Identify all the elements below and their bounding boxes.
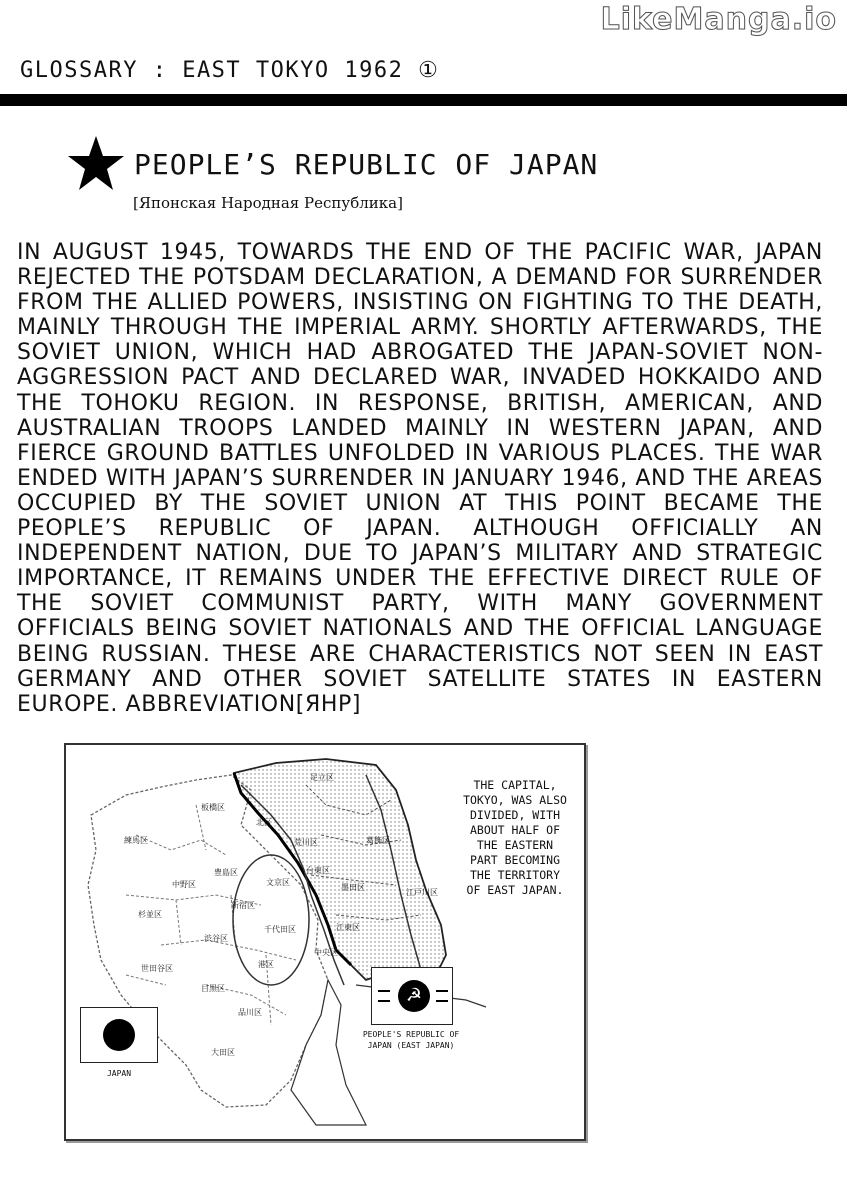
star-icon: [66, 134, 126, 194]
ward-label: 文京区: [266, 878, 290, 887]
map-caption: THE CAPITAL, TOKYO, WAS ALSO DIVIDED, WITH ABOUT HALF OF THE EASTERN PART BECOMING THE TERRITORY OF EAST JAPAN.: [463, 778, 567, 897]
japan-flag: [80, 1007, 158, 1063]
ward-label: 板橋区: [201, 803, 225, 812]
ward-label: 豊島区: [214, 868, 238, 877]
header-rule: [0, 94, 847, 106]
stripes-left-icon: [378, 990, 390, 1002]
ward-label: 世田谷区: [141, 964, 173, 973]
east-japan-flag-label: PEOPLE'S REPUBLIC OF JAPAN (EAST JAPAN): [362, 1030, 460, 1050]
ward-label: 足立区: [310, 773, 334, 782]
ward-label: 練馬区: [124, 836, 148, 845]
ward-label: 墨田区: [341, 883, 365, 892]
glossary-title: GLOSSARY : EAST TOKYO 1962 ①: [20, 58, 440, 83]
ward-label: 北区: [256, 818, 272, 827]
east-japan-flag: [371, 967, 453, 1025]
ward-label: 新宿区: [231, 901, 255, 910]
ward-label: 千代田区: [264, 925, 296, 934]
stripes-right-icon: [436, 990, 448, 1002]
ward-label: 台東区: [306, 866, 330, 875]
ward-label: 港区: [258, 960, 274, 969]
ward-label: 大田区: [211, 1048, 235, 1057]
ward-label: 目黒区: [201, 984, 225, 993]
japan-flag-label: JAPAN: [106, 1069, 132, 1078]
russian-subheading: [Японская Народная Республика]: [133, 194, 403, 212]
section-heading: PEOPLE’S REPUBLIC OF JAPAN: [134, 148, 599, 181]
ward-label: 中央区: [314, 948, 338, 957]
hammer-sickle-icon: ☭: [398, 980, 430, 1012]
ward-label: 品川区: [238, 1008, 262, 1017]
body-paragraph: IN AUGUST 1945, TOWARDS THE END OF THE PACIFIC WAR, JAPAN REJECTED THE POTSDAM DECLARATION, A DEMAND FOR SURRENDER FROM THE ALLIED POWERS, INSISTING ON FIGHTING TO THE DEATH, MAINLY THROUGH THE IMPERIAL ARMY. SHORTLY AFTERWARDS, THE SOVIET UNION, WHICH HAD ABROGATED THE JAPAN-SOVIET NON-AGGRESSION PACT AND DECLARED WAR, INVADED HOKKAIDO AND THE TOHOKU REGION. IN RESPONSE, BRITISH, AMERICAN, AND AUSTRALIAN TROOPS LANDED MAINLY IN WESTERN JAPAN, AND FIERCE GROUND BATTLES UNFOLDED IN VARIOUS PLACES. THE WAR ENDED WITH JAPAN’S SURRENDER IN JANUARY 1946, AND THE AREAS OCCUPIED BY THE SOVIET UNION AT THIS POINT BECAME THE PEOPLE’S REPUBLIC OF JAPAN. ALTHOUGH OFFICIALLY AN INDEPENDENT NATION, DUE TO JAPAN’S MILITARY AND STRATEGIC IMPORTANCE, IT REMAINS UNDER THE EFFECTIVE DIRECT RULE OF THE SOVIET COMMUNIST PARTY, WITH MANY GOVERNMENT OFFICIALS BEING SOVIET NATIONALS AND THE OFFICIAL LANGUAGE BEING RUSSIAN. THESE ARE CHARACTERISTICS NOT SEEN IN EAST GERMANY AND OTHER SOVIET SATELLITE STATES IN EASTERN EUROPE. ABBREVIATION[ЯНР]: [17, 240, 823, 717]
ward-label: 杉並区: [138, 910, 162, 919]
ward-label: 葛飾区: [366, 836, 390, 845]
ward-label: 江東区: [336, 923, 360, 932]
ward-label: 江戸川区: [406, 888, 438, 897]
ward-label: 荒川区: [294, 838, 318, 847]
site-watermark: LikeManga.io: [600, 2, 837, 37]
ward-label: 中野区: [172, 880, 196, 889]
red-sun-icon: [103, 1019, 135, 1051]
ward-label: 渋谷区: [204, 934, 228, 943]
